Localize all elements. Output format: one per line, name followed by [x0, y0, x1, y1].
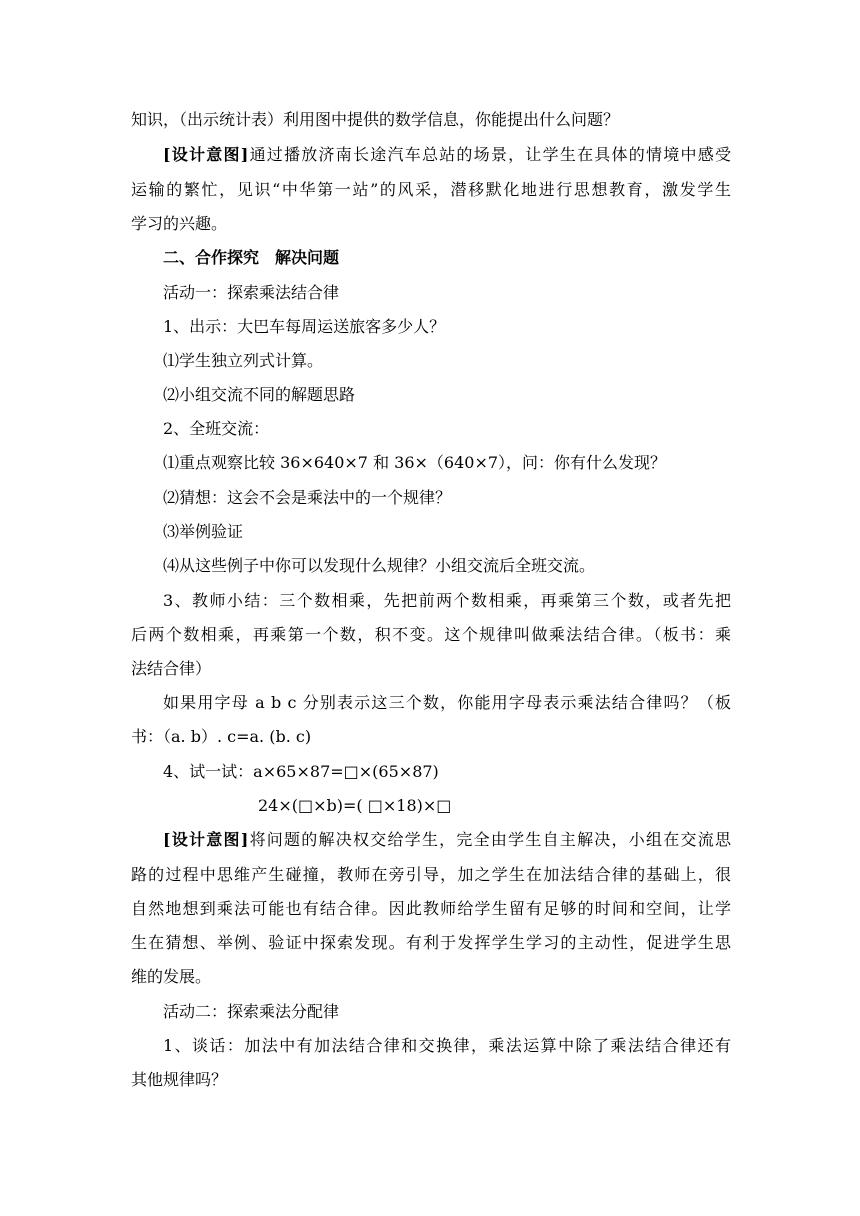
design-intent-label: [设计意图] — [163, 145, 249, 164]
paragraph-line: 路的过程中思维产生碰撞，教师在旁引导，加之学生在加法结合律的基础上，很 — [131, 865, 731, 884]
paragraph-line: 后两个数相乘，再乘第一个数，积不变。这个规律叫做乘法结合律。（板书：乘 — [131, 625, 731, 644]
paragraph-line: 其他规律吗？ — [131, 1070, 228, 1089]
paragraph-line: 1、谈话：加法中有加法结合律和交换律，乘法运算中除了乘法结合律还有 — [163, 1036, 731, 1055]
exercise-line: 24×(□×b)=( □×18)×□ — [258, 796, 452, 815]
paragraph-line: 生在猜想、举例、验证中探索发现。有利于发挥学生学习的主动性，促进学生思 — [131, 933, 731, 952]
section-heading: 二、合作探究 解决问题 — [163, 248, 340, 267]
list-item: ⑴学生独立列式计算。 — [163, 351, 324, 370]
activity-heading: 活动二：探索乘法分配律 — [163, 1002, 340, 1021]
paragraph-line: 维的发展。 — [131, 967, 212, 986]
formula-line: 书：（a. b）. c=a. (b. c) — [131, 727, 312, 746]
paragraph-line: 法结合律） — [131, 659, 212, 678]
exercise-line: 4、试一试：a×65×87=□×(65×87) — [163, 762, 439, 781]
list-item: ⑷从这些例子中你可以发现什么规律？小组交流后全班交流。 — [163, 556, 596, 575]
design-intent-text: 通过播放济南长途汽车总站的场景，让学生在具体的情境中感受 — [248, 145, 731, 164]
design-intent-line — [163, 144, 731, 166]
paragraph-line: 运输的繁忙，见识“中华第一站”的风采，潜移默化地进行思想教育，激发学生 — [131, 180, 731, 199]
design-intent-label: [设计意图] — [163, 830, 249, 849]
list-item: ⑴重点观察比较 36×640×7 和 36×（640×7），问：你有什么发现？ — [163, 453, 667, 472]
paragraph-line: 3、教师小结：三个数相乘，先把前两个数相乘，再乘第三个数，或者先把 — [163, 591, 731, 610]
paragraph-line: 自然地想到乘法可能也有结合律。因此教师给学生留有足够的时间和空间，让学 — [131, 899, 731, 918]
paragraph-line: 知识，（出示统计表）利用图中提供的数学信息，你能提出什么问题？ — [131, 110, 620, 129]
activity-heading: 活动一：探索乘法结合律 — [163, 283, 340, 302]
list-item: 1、出示：大巴车每周运送旅客多少人？ — [163, 317, 446, 336]
list-item: ⑵小组交流不同的解题思路 — [163, 385, 356, 404]
design-intent-text: 将问题的解决权交给学生，完全由学生自主解决，小组在交流思 — [248, 830, 731, 849]
list-item: ⑶举例验证 — [163, 522, 244, 541]
paragraph-line: 学习的兴趣。 — [131, 214, 228, 233]
list-item: ⑵猜想：这会不会是乘法中的一个规律？ — [163, 488, 452, 507]
paragraph-line: 如果用字母 a b c 分别表示这三个数，你能用字母表示乘法结合律吗？（板 — [163, 693, 731, 712]
list-item: 2、全班交流： — [163, 419, 270, 438]
design-intent-line — [163, 829, 731, 851]
